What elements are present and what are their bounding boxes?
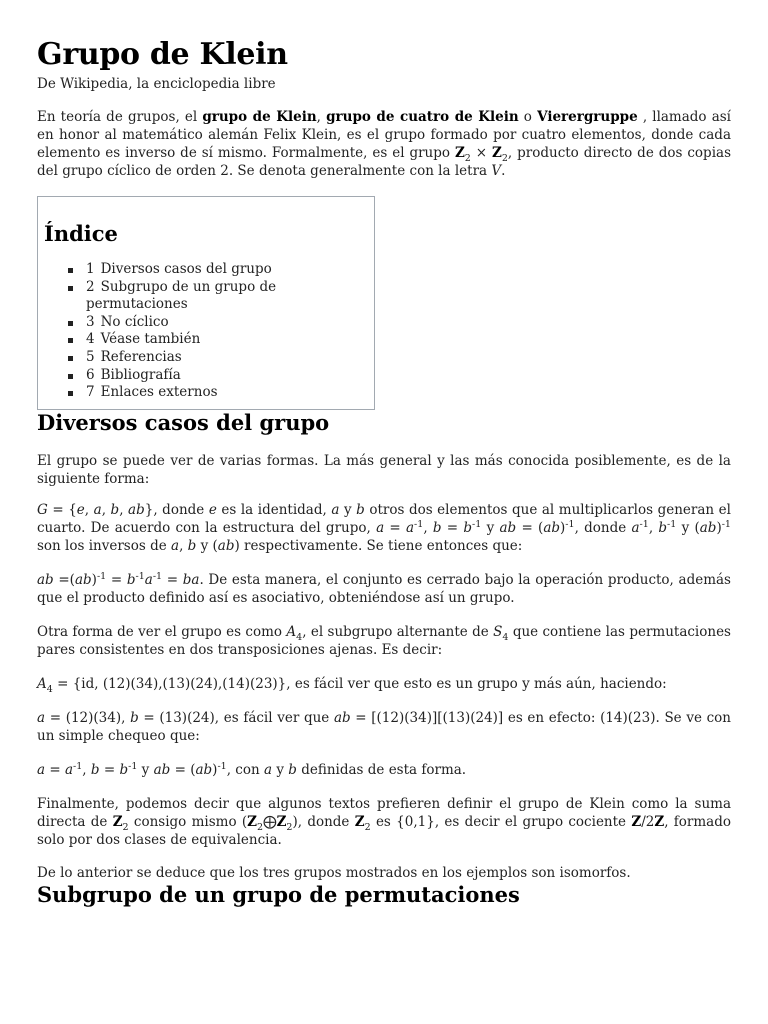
text-run: y [481, 520, 500, 536]
text-run: es la identidad, [216, 502, 332, 518]
paragraph-isomorfos: De lo anterior se deduce que los tres grupos mostrados en los ejemplos son isomorfos. [37, 865, 631, 881]
math-symbol: b [130, 710, 139, 726]
math-index: -1 [73, 761, 83, 772]
toc-item-number: 3 [86, 313, 95, 330]
math-symbol: ab [217, 538, 235, 554]
text-run: consigo mismo ( [128, 814, 248, 830]
text-run: = {id, (12)(34),(13)(24),(14)(23)}, es fácil ver que esto es un grupo y más aún, haciendo: [52, 676, 667, 692]
math-sub: 2 [501, 153, 508, 164]
math-symbol: ab [153, 762, 171, 778]
paragraph-ab-product [37, 709, 731, 745]
text-run: Finalmente, podemos decir que algunos textos prefieren definir el grupo de Klein como la suma directa de [37, 796, 731, 830]
math-symbol: b [658, 520, 668, 536]
math-z: Z [492, 145, 502, 161]
text-run: = [384, 520, 406, 536]
toc-item-label: Subgrupo de un grupo de permutaciones [86, 278, 277, 313]
text-run: que contiene las permutaciones pares consistentes en dos transposiciones ajenas. Es decir: [37, 624, 731, 658]
text-run: = [(12)(34)][(13)(24)] es en efecto: (14)(23). Se ve con un simple chequeo que: [37, 710, 731, 744]
table-of-contents [37, 196, 375, 410]
math-index: -1 [639, 519, 649, 530]
intro-term-grupo-de-klein: grupo de Klein [202, 109, 317, 125]
math-index: 4 [502, 632, 509, 643]
math-symbol: a [144, 572, 153, 588]
toc-item-number: 1 [86, 261, 95, 277]
math-symbol: Z [654, 814, 665, 830]
math-symbol: b [356, 502, 365, 518]
intro-term-vierergruppe: Vierergruppe [537, 109, 638, 125]
toc-item-5[interactable] [68, 349, 366, 367]
text-run: , el subgrupo alternante de [302, 624, 494, 640]
toc-item-1[interactable] [68, 261, 366, 279]
math-symbol: a [263, 762, 273, 778]
math-symbol: a [93, 502, 102, 518]
text-run: , [179, 538, 188, 554]
toc-item-number: 4 [86, 331, 95, 348]
text-run: y [272, 762, 289, 778]
math-symbol: ab [128, 502, 145, 518]
math-index: -1 [128, 761, 138, 772]
toc-item-label: Enlaces externos [100, 384, 218, 401]
math-symbol: ab [699, 520, 717, 536]
toc-item-number: 5 [86, 348, 95, 365]
paragraph-definicion [37, 501, 731, 555]
math-symbol: b [90, 762, 100, 778]
math-symbol: ab [74, 572, 92, 588]
text-run: , con [226, 762, 264, 778]
text-run: = ( [170, 762, 196, 778]
math-symbol: a [37, 762, 46, 778]
math-index: -1 [721, 519, 731, 530]
text-run: , formado solo por dos clases de equivalencia. [37, 814, 731, 848]
math-symbol: Z [631, 814, 642, 830]
text-run: y [339, 502, 357, 518]
text-run: , [84, 502, 94, 518]
math-index: -1 [565, 519, 575, 530]
text-run: ), donde [292, 814, 355, 830]
text-run: , [423, 520, 433, 536]
toc-item-number: 2 [86, 278, 95, 295]
math-symbol: a [376, 520, 385, 536]
text-run: ) [716, 520, 722, 536]
math-index: 2 [257, 822, 264, 833]
math-symbol: ab [543, 520, 561, 536]
toc-item-label: Véase también [100, 331, 201, 348]
math-symbol: b [187, 538, 197, 554]
math-symbol: ab [37, 572, 54, 588]
math-symbol: a [631, 520, 640, 536]
paragraph-a4 [37, 623, 731, 659]
math-symbol: e [76, 502, 85, 518]
math-symbol: e [208, 502, 217, 518]
math-symbol: A [286, 624, 297, 640]
text-run: = [162, 572, 183, 588]
math-symbol: ba [182, 572, 200, 588]
text-run: = (12)(34), [45, 710, 131, 726]
math-symbol: b [432, 520, 442, 536]
math-index: -1 [96, 571, 107, 582]
page-title: Grupo de Klein [37, 37, 288, 72]
text-run: ) [91, 572, 97, 588]
toc-item-label: Bibliografía [100, 366, 181, 383]
toc-item-7[interactable] [68, 384, 366, 402]
paragraph-suma-directa [37, 795, 731, 849]
text-run: = [441, 520, 464, 536]
toc-item-label: Diversos casos del grupo [100, 261, 272, 277]
text-run: , [101, 502, 111, 518]
toc-item-label: No cíclico [100, 313, 169, 330]
section-heading-subgrupo: Subgrupo de un grupo de permutaciones [37, 882, 520, 907]
math-index: 4 [296, 632, 303, 643]
math-symbol: S [493, 624, 503, 640]
math-symbol: ab [333, 710, 351, 726]
math-index: 2 [122, 822, 129, 833]
math-symbol: a [37, 710, 46, 726]
math-symbol: a [171, 538, 180, 554]
intro-text: , producto directo de dos copias del grupo cíclico de orden 2. Se denota generalmente con la letra [37, 145, 731, 179]
text-run: , [119, 502, 129, 518]
text-run: Otra forma de ver el grupo es como [37, 624, 287, 640]
math-symbol: a [405, 520, 415, 536]
math-symbol: Z [247, 814, 258, 830]
toc-item-2[interactable] [68, 279, 366, 314]
paragraph-cerrado [37, 571, 731, 607]
math-symbol: b [119, 762, 129, 778]
text-run: = ( [516, 520, 544, 536]
text-run: = [106, 572, 127, 588]
math-symbol: b [463, 520, 473, 536]
math-z: Z [454, 145, 465, 161]
math-index: -1 [667, 519, 677, 530]
math-index: -1 [472, 519, 482, 530]
math-symbol: Z [276, 814, 287, 830]
math-symbol: ab [499, 520, 517, 536]
math-index: 2 [364, 822, 371, 833]
toc-item-6[interactable] [68, 367, 366, 385]
math-symbol: a [64, 762, 74, 778]
intro-text: En teoría de grupos, el [37, 109, 203, 125]
toc-item-4[interactable] [68, 331, 366, 349]
math-v: V [491, 163, 502, 179]
math-symbol: b [126, 572, 136, 588]
text-run: = { [47, 502, 77, 518]
math-index: -1 [217, 761, 227, 772]
intro-text: o [518, 109, 538, 125]
text-run: y [137, 762, 154, 778]
paragraph-inversos [37, 761, 731, 779]
text-run: son los inversos de [37, 538, 171, 554]
toc-list [44, 261, 366, 402]
toc-item-number: 6 [86, 366, 95, 383]
text-run: ⨁ [263, 814, 277, 830]
text-run: /2 [641, 814, 655, 830]
math-index: 2 [286, 822, 293, 833]
text-run: , [82, 762, 91, 778]
text-run: . De esta manera, el conjunto es cerrado bajo la operación producto, además que el producto definido así es asociativo, obteniéndose así un grupo. [37, 572, 731, 606]
text-run: ) [212, 762, 218, 778]
paragraph-formas: El grupo se puede ver de varias formas. La más general y las más conocida posiblemente, es de la siguiente forma: [37, 453, 731, 487]
math-index: -1 [414, 519, 424, 530]
math-symbol: Z [354, 814, 365, 830]
intro-text: . [501, 163, 506, 179]
math-symbol: ab [195, 762, 213, 778]
math-index: -1 [152, 571, 163, 582]
text-run: = [99, 762, 120, 778]
math-symbol: b [288, 762, 297, 778]
text-run: definidas de esta forma. [296, 762, 467, 778]
toc-item-3[interactable] [68, 314, 366, 332]
toc-title: Índice [44, 221, 118, 246]
math-symbol: Z [112, 814, 123, 830]
toc-item-label: Referencias [100, 348, 182, 365]
paragraph-a4-set [37, 675, 731, 693]
page-tagline: De Wikipedia, la enciclopedia libre [37, 76, 276, 92]
math-index: 4 [46, 684, 53, 695]
intro-text: , [316, 109, 327, 125]
text-run: , donde [574, 520, 632, 536]
intro-term-grupo-de-cuatro: grupo de cuatro de Klein [326, 109, 519, 125]
math-symbol: A [37, 676, 47, 692]
text-run: = [45, 762, 65, 778]
intro-text: × [470, 145, 493, 161]
text-run: ) [560, 520, 566, 536]
section-heading-diversos-casos: Diversos casos del grupo [37, 410, 330, 435]
text-run: es {0,1}, es decir el grupo cociente [370, 814, 632, 830]
math-symbol: a [331, 502, 340, 518]
math-symbol: G [37, 502, 48, 518]
math-index: -1 [135, 571, 145, 582]
text-run: = (13)(24), es fácil ver que [138, 710, 334, 726]
text-run: }, donde [144, 502, 209, 518]
math-symbol: b [110, 502, 120, 518]
toc-item-number: 7 [86, 384, 95, 401]
math-sub: 2 [464, 153, 471, 164]
intro-text: , llamado así en honor al matemático alemán Felix Klein, es el grupo formado por cuatro elementos, donde cada elemento es inverso de sí mismo. Formalmente, es el grupo [37, 109, 731, 161]
intro-paragraph [37, 108, 731, 180]
text-run: =( [53, 572, 75, 588]
text-run: , [648, 520, 659, 536]
text-run: otros dos elementos que al multiplicarlos generan el cuarto. De acuerdo con la estructura del grupo, [37, 502, 731, 536]
text-run: y ( [676, 520, 700, 536]
text-run: y ( [196, 538, 218, 554]
text-run: ) respectivamente. Se tiene entonces que: [234, 538, 523, 554]
